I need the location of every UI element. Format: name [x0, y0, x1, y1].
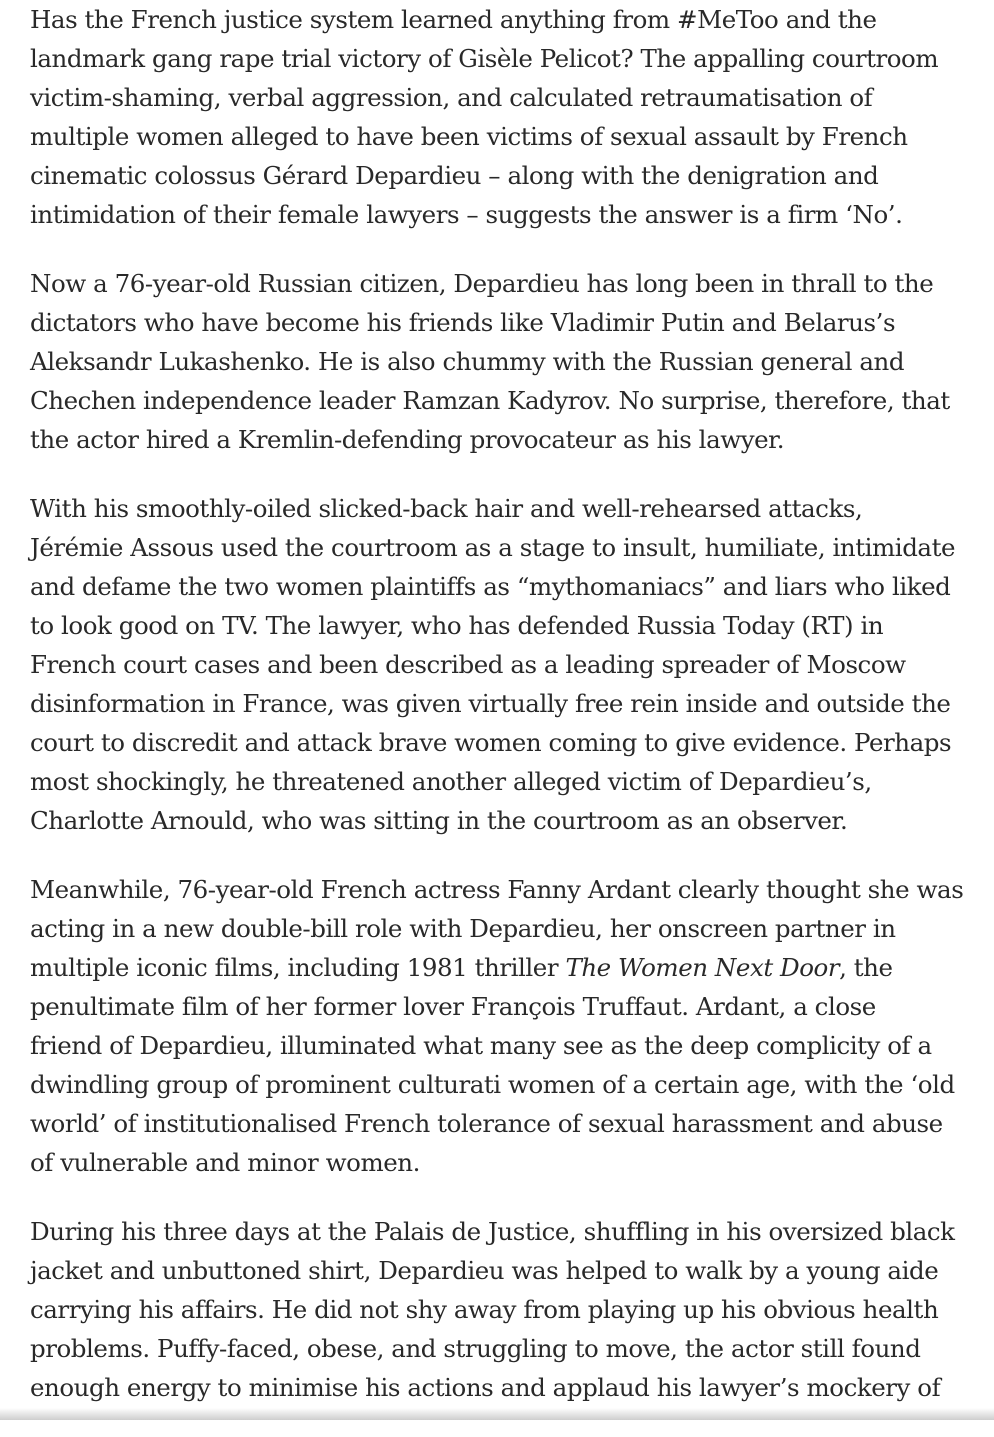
text-line: landmark gang rape trial victory of Gisèle Pelicot? The appalling courtroom	[30, 39, 980, 78]
text-line: of vulnerable and minor women.	[30, 1143, 980, 1182]
paragraph-4	[30, 870, 980, 1182]
text-line: During his three days at the Palais de Justice, shuffling in his oversized black	[30, 1212, 980, 1251]
text-line: and defame the two women plaintiffs as “mythomaniacs” and liars who liked	[30, 567, 980, 606]
text-line: carrying his affairs. He did not shy away from playing up his obvious health	[30, 1290, 980, 1329]
text-line: Jérémie Assous used the courtroom as a stage to insult, humiliate, intimidate	[30, 528, 980, 567]
text-line: victim-shaming, verbal aggression, and calculated retraumatisation of	[30, 78, 980, 117]
text-line: intimidation of their female lawyers – suggests the answer is a firm ‘No’.	[30, 195, 980, 234]
text-line: dictators who have become his friends like Vladimir Putin and Belarus’s	[30, 303, 980, 342]
text-line: With his smoothly-oiled slicked-back hair and well-rehearsed attacks,	[30, 489, 980, 528]
paragraph-1	[30, 0, 980, 234]
text-line: Meanwhile, 76-year-old French actress Fanny Ardant clearly thought she was	[30, 870, 980, 909]
text-line: multiple women alleged to have been victims of sexual assault by French	[30, 117, 980, 156]
text-line: Has the French justice system learned anything from #MeToo and the	[30, 0, 980, 39]
text-line: enough energy to minimise his actions and applaud his lawyer’s mockery of	[30, 1368, 980, 1407]
bottom-edge-shadow	[0, 1408, 994, 1420]
film-title: The Women Next Door	[565, 953, 839, 982]
article-body	[30, 0, 980, 1437]
text-line: world’ of institutionalised French tolerance of sexual harassment and abuse	[30, 1104, 980, 1143]
text-line: dwindling group of prominent culturati women of a certain age, with the ‘old	[30, 1065, 980, 1104]
text-line: problems. Puffy-faced, obese, and struggling to move, the actor still found	[30, 1329, 980, 1368]
text-line: penultimate film of her former lover François Truffaut. Ardant, a close	[30, 987, 980, 1026]
paragraph-2	[30, 264, 980, 459]
text-line: Charlotte Arnould, who was sitting in the courtroom as an observer.	[30, 801, 980, 840]
text-line: most shockingly, he threatened another alleged victim of Depardieu’s,	[30, 762, 980, 801]
text-line: jacket and unbuttoned shirt, Depardieu was helped to walk by a young aide	[30, 1251, 980, 1290]
text-line: acting in a new double-bill role with Depardieu, her onscreen partner in	[30, 909, 980, 948]
text-line: Now a 76-year-old Russian citizen, Depardieu has long been in thrall to the	[30, 264, 980, 303]
text-line: to look good on TV. The lawyer, who has defended Russia Today (RT) in	[30, 606, 980, 645]
text-line: Chechen independence leader Ramzan Kadyrov. No surprise, therefore, that	[30, 381, 980, 420]
paragraph-3	[30, 489, 980, 840]
text-line-with-film-title	[30, 948, 980, 987]
text-line: Aleksandr Lukashenko. He is also chummy with the Russian general and	[30, 342, 980, 381]
text-line: French court cases and been described as a leading spreader of Moscow	[30, 645, 980, 684]
text-line: court to discredit and attack brave women coming to give evidence. Perhaps	[30, 723, 980, 762]
text-line: friend of Depardieu, illuminated what many see as the deep complicity of a	[30, 1026, 980, 1065]
text-fragment: multiple iconic films, including 1981 thriller	[30, 953, 565, 982]
text-line: disinformation in France, was given virtually free rein inside and outside the	[30, 684, 980, 723]
text-fragment: , the	[839, 953, 892, 982]
text-line: cinematic colossus Gérard Depardieu – along with the denigration and	[30, 156, 980, 195]
paragraph-5	[30, 1212, 980, 1407]
text-line: the actor hired a Kremlin-defending provocateur as his lawyer.	[30, 420, 980, 459]
